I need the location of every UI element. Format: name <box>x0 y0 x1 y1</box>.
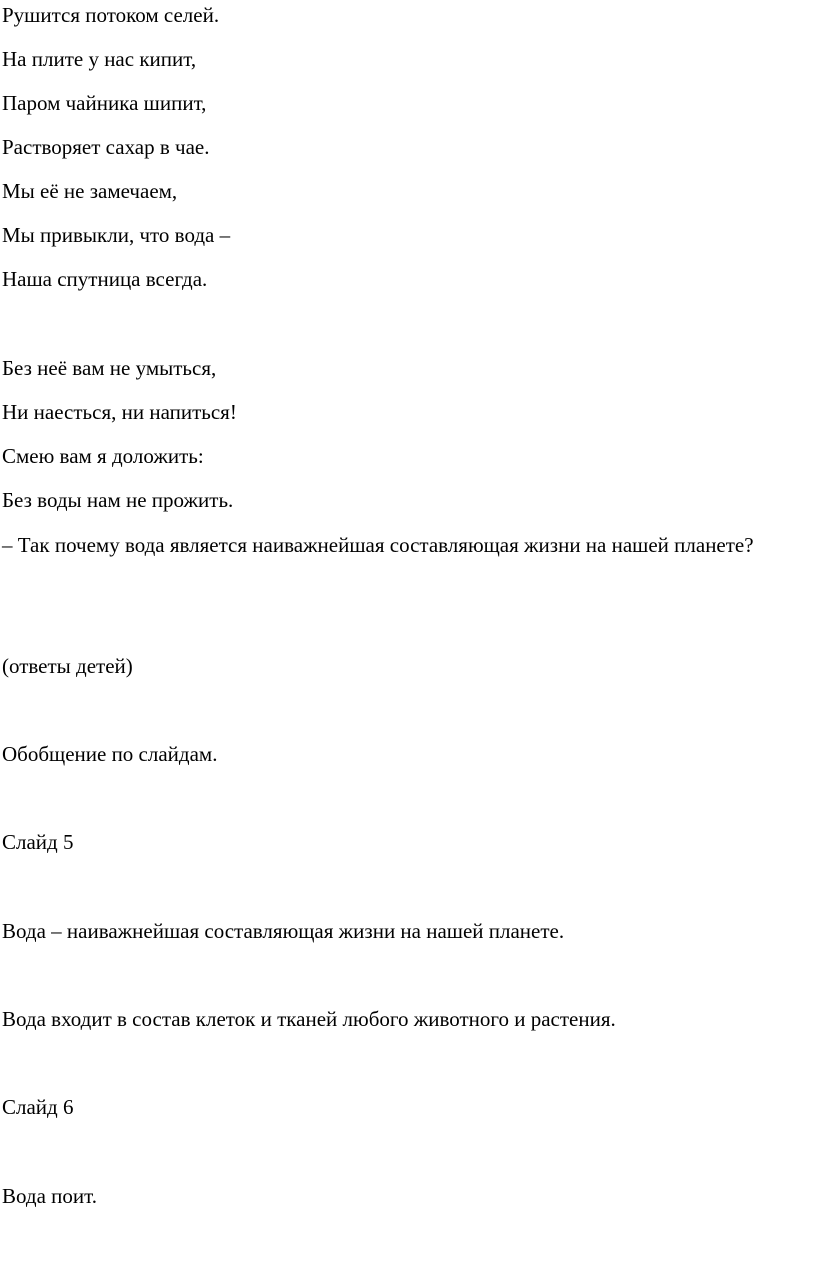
poem-line: Рушится потоком селей. <box>2 3 220 27</box>
slide-6-heading: Слайд 6 <box>2 1095 74 1119</box>
poem-line: Мы её не замечаем, <box>2 179 178 203</box>
poem-line: Ни наесться, ни напиться! <box>2 400 237 424</box>
poem-line: На плите у нас кипит, <box>2 47 197 71</box>
poem-line: Без неё вам не умыться, <box>2 356 217 380</box>
question-paragraph: – Так почему вода является наиважнейшая составляющая жизни на нашей планете? <box>2 533 754 557</box>
slide-5-paragraph: Вода – наиважнейшая составляющая жизни на нашей планете. <box>2 919 565 943</box>
poem-line: Смею вам я доложить: <box>2 444 204 468</box>
summary-paragraph: Обобщение по слайдам. <box>2 742 218 766</box>
poem-line: Мы привыкли, что вода – <box>2 223 231 247</box>
answers-note: (ответы детей) <box>2 654 133 678</box>
poem-line: Наша спутница всегда. <box>2 267 208 291</box>
slide-5-paragraph: Вода входит в состав клеток и тканей любого животного и растения. <box>2 1007 616 1031</box>
poem-line: Без воды нам не прожить. <box>2 488 234 512</box>
poem-line: Паром чайника шипит, <box>2 91 207 115</box>
slide-5-heading: Слайд 5 <box>2 830 74 854</box>
poem-line: Растворяет сахар в чае. <box>2 135 210 159</box>
slide-6-paragraph: Вода поит. <box>2 1184 97 1208</box>
